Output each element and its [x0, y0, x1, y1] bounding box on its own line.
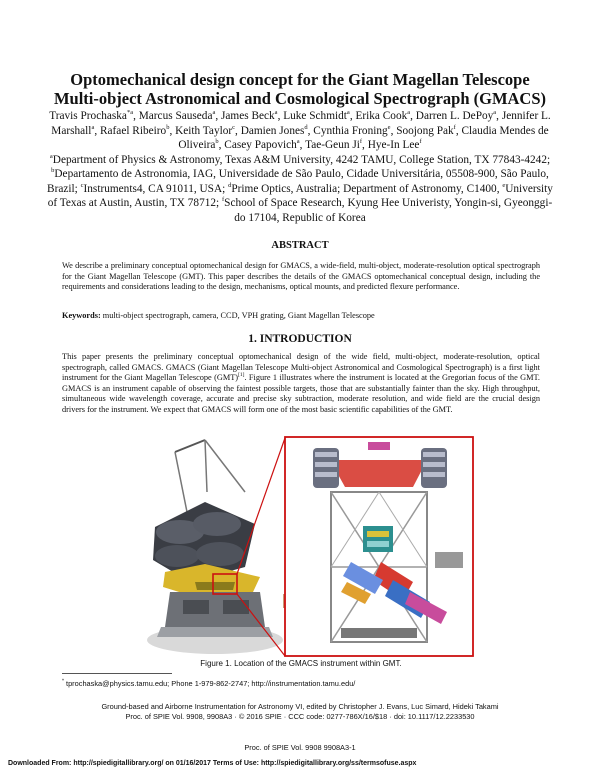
author: Darren L. DePoy [415, 110, 494, 122]
affiliation: Department of Physics & Astronomy, Texas A&M University, 4242 TAMU, College Station, TX 77843-4242; [52, 153, 551, 166]
paper-title [40, 70, 560, 108]
proceedings-title: Ground-based and Airborne Instrumentation for Astronomy VI, edited by Christopher J. Evans, Luc Simard, Hideki Takami [101, 702, 499, 711]
author: Travis Prochaska [49, 110, 127, 122]
affiliation: Departamento de Astronomia, IAG, Universidade de São Paulo, Cidade Universitária, 05508-900, São Paulo, Brazil; [47, 168, 549, 195]
author: Damien Jones [240, 124, 305, 137]
keywords-line [62, 311, 540, 322]
author: Hye-In Lee [367, 139, 420, 151]
footnote-divider [62, 673, 172, 674]
author: Marcus Sauseda [138, 110, 213, 122]
author: Cynthia Froning [313, 124, 388, 137]
gmacs-detail-inset [285, 437, 473, 656]
affiliation: Prime Optics, Australia; [231, 182, 341, 195]
footnote-mark: * [62, 678, 64, 685]
keywords-text: multi-object spectrograph, camera, CCD, VPH grating, Giant Magellan Telescope [102, 311, 375, 320]
abstract-text: We describe a preliminary conceptual optomechanical design for GMACS, a wide-field, multi-object, moderate-resolution optical spectrograph for the Giant Magellan Telescope (GMT). This paper describes the details of the GMACS optomechanical conceptual design, including the requirements and considerations leading to the design, mechanisms, optical mounts, and predicted flexure performance. [62, 261, 540, 292]
affiliation: Department of Astronomy, C1400, [343, 182, 500, 195]
footnote [62, 679, 540, 688]
affiliation: Instruments4, CA 91011, USA; [83, 182, 226, 195]
author: Keith Taylor [175, 124, 233, 137]
keywords-label: Keywords: [62, 311, 101, 320]
author-block: Travis Prochaska$^{*a}$, Marcus Sauseda$^a$, James Beck$^a$, Luke Schmidt$^a$, Erika Cook$^a$, Darren L. DePoy$^a$, Jennifer L. Marshall$^a$, Rafael Ribeiro$^b$, Keith Taylor$^c$, Damien Jones$^d$, Cynthia Froning$^e$, Soojong Pak$^f$, Claudia Mendes de Oliveira$^b$, Casey Papovich$^a$, Tae-Geun Ji$^f$, Hye-In Lee$^f$ $^a$Department of Physics & Astronomy, Texas A&M University, 4242 TAMU, College Station, TX 77843-4242; $^b$Departamento de Astronomia, IAG, Universidade de São Paulo, Cidade Universitária, 05508-900, São Paulo, Brazil; $^c$Instruments4, CA 91011, USA; $^d$Prime Optics, Australia; Department of Astronomy, C1400, $^e$University of Texas at Austin, Austin, TX 78712; $^f$School of Space Research, Kyung Hee Univeristy, Yongin-si, Gyeonggi-do 17104, Republic of Korea [47, 109, 553, 224]
author: Soojong Pak [396, 124, 454, 137]
author: Claudia Mendes de Oliveira [178, 124, 549, 151]
author: Luke Schmidt [283, 110, 347, 122]
page-number: Proc. of SPIE Vol. 9908 9908A3-1 [244, 743, 356, 752]
affiliation: University of Texas at Austin, Austin, TX 78712; [47, 182, 553, 209]
abstract-heading: ABSTRACT [271, 240, 329, 251]
proceedings-citation: Proc. of SPIE Vol. 9908, 9908A3 · © 2016 SPIE · CCC code: 0277-786X/16/$18 · doi: 10.1117/12.2233530 [125, 711, 475, 721]
telescope-render [135, 432, 285, 658]
author: Rafael Ribeiro [100, 124, 167, 137]
affiliation: School of Space Research, Kyung Hee Univeristy, Yongin-si, Gyeonggi-do 17104, Republic of Korea [224, 197, 553, 224]
intro-text: This paper presents the preliminary conceptual optomechanical design of the wide field, multi-object, moderate-resolution, optical spectrograph, called GMACS. GMACS (Giant Magellan Telescope Multi-object Astronomical and Cosmological Spectrograph) is a first light instrument for the Giant Magellan Telescope (GMT)[1]. Figure 1 illustrates where the instrument is located at the Gregorian focus of the GMT. GMACS is an instrument capable of observing the faintest possible targets, those that are substantially fainter than the sky. High throughput, simultaneous wide wavelength coverage, accurate and precise sky subtraction, moderate resolution, and wide field are the crucial design drivers for the instrument. We expect that GMACS will form one of the most basic scientific capabilities of the GMT. [62, 352, 541, 414]
download-notice: Downloaded From: http://spiedigitallibrary.org/ on 01/16/2017 Terms of Use: http://spiedigitallibrary.org/ss/termsofuse.aspx [8, 760, 417, 767]
figure-1-image [135, 432, 475, 658]
author: James Beck [221, 110, 275, 122]
author: Jennifer L. Marshall [51, 110, 551, 137]
intro-heading: 1. INTRODUCTION [248, 333, 352, 345]
citation-link[interactable]: [1] [238, 372, 245, 379]
title-line-2: Multi-object Astronomical and Cosmological Spectrograph (GMACS) [53, 89, 547, 108]
author: Tae-Geun Ji [305, 139, 360, 151]
author: Casey Papovich [224, 139, 297, 151]
title-line-1: Optomechanical design concept for the Giant Magellan Telescope [70, 70, 530, 89]
publication-info [40, 702, 560, 721]
footnote-text: tprochaska@physics.tamu.edu; Phone 1-979-862-2747; http://instrumentation.tamu.edu/ [66, 679, 356, 688]
figure-caption: Figure 1. Location of the GMACS instrument within GMT. [200, 659, 402, 668]
author: Erika Cook [355, 110, 408, 122]
